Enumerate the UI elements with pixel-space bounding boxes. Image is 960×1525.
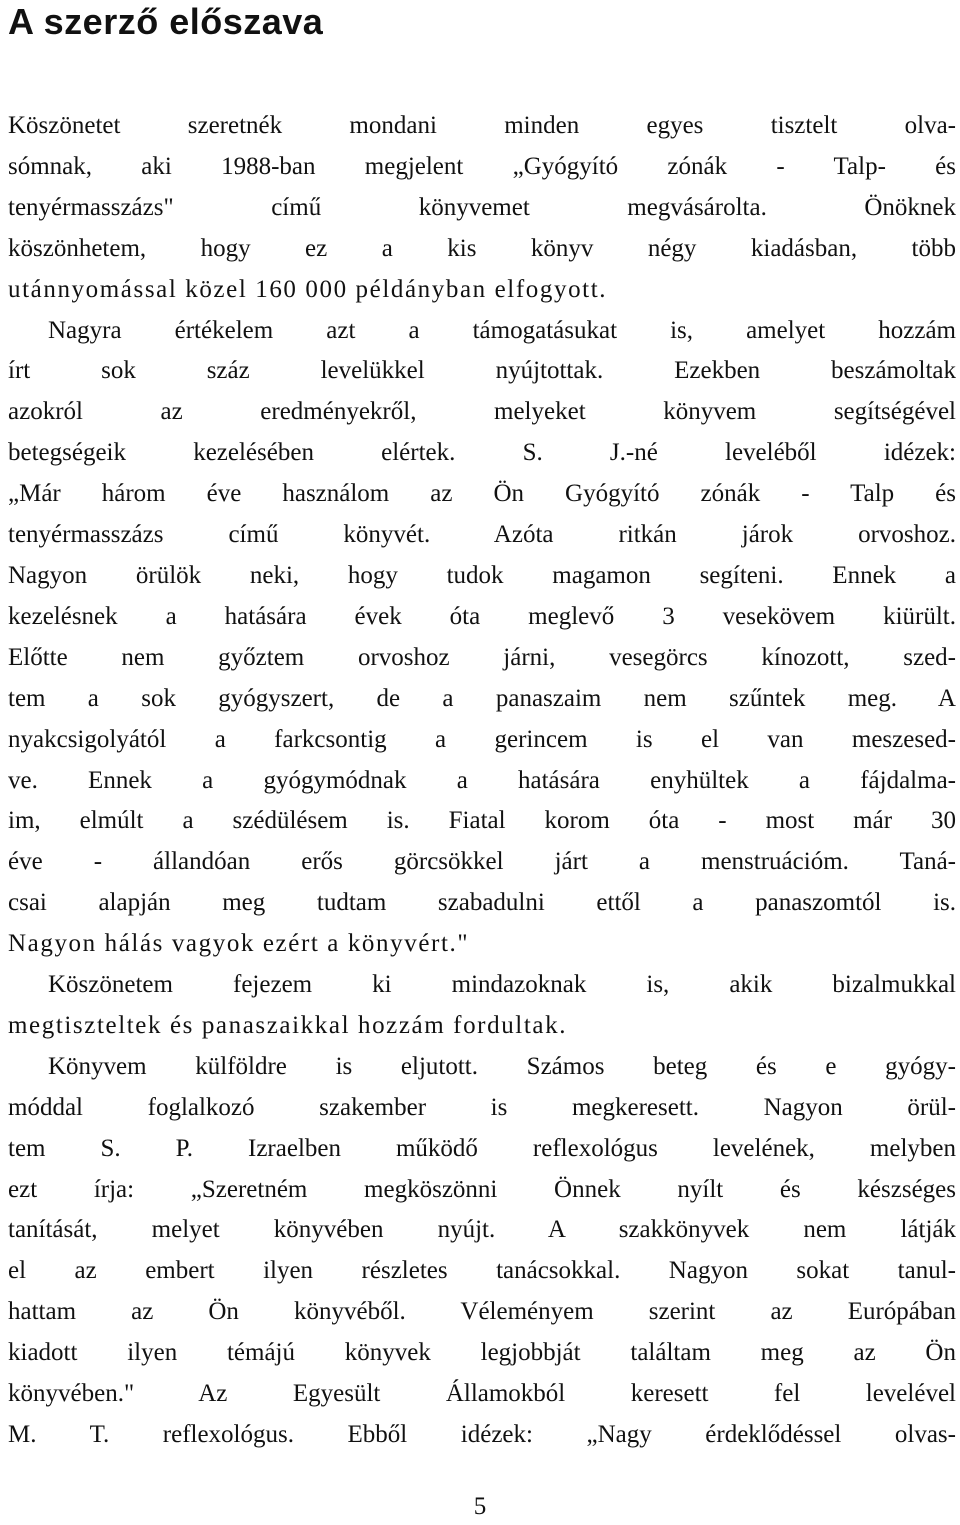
text-line: Nagyon örülök neki, hogy tudok magamon segíteni. Ennek a [8, 561, 956, 589]
text-line: tem S. P. Izraelben működő reflexológus levelének, melyben [8, 1134, 956, 1162]
text-line: ve. Ennek a gyógymódnak a hatására enyhültek a fájdalma- [8, 766, 956, 794]
text-line: el az embert ilyen részletes tanácsokkal. Nagyon sokat tanul- [8, 1257, 956, 1285]
text-line: Köszönetet szeretnék mondani minden egyes tisztelt olva- [8, 112, 956, 139]
text-line: köszönhetem, hogy ez a kis könyv négy kiadásban, több [8, 234, 956, 262]
text-line: Nagyon hálás vagyok ezért a könyvért." [8, 930, 470, 958]
text-line: im, elmúlt a szédülésem is. Fiatal korom óta - most már 30 [8, 807, 956, 835]
text-line: Nagyra értékelem azt a támogatásukat is, amelyet hozzám [48, 316, 956, 344]
text-line: utánnyomással közel 160 000 példányban elfogyott. [8, 275, 608, 303]
text-line: éve - állandóan erős görcsökkel járt a menstruációm. Taná- [8, 848, 956, 876]
text-line: Könyvem külföldre is eljutott. Számos beteg és e gyógy- [48, 1052, 956, 1080]
text-line: betegségeik kezelésében elértek. S. J.-né leveléből idézek: [8, 439, 956, 467]
text-line: könyvében." Az Egyesült Államokból keresett fel levelével [8, 1380, 956, 1408]
text-line: kezelésnek a hatására évek óta meglevő 3 vesekövem kiürült. [8, 602, 956, 630]
text-line: azokról az eredményekről, melyeket könyvem segítségével [8, 398, 956, 426]
text-line: csai alapján meg tudtam szabadulni ettől a panaszomtól is. [8, 889, 956, 917]
text-line: móddal foglalkozó szakember is megkeresett. Nagyon örül- [8, 1093, 956, 1121]
text-line: „Már három éve használom az Ön Gyógyító zónák - Talp és [8, 480, 956, 508]
body-text [8, 106, 956, 1456]
page-title: A szerző előszava [8, 1, 324, 42]
text-line: Előtte nem győztem orvoshoz járni, vesegörcs kínozott, szed- [8, 643, 956, 671]
text-line: sómnak, aki 1988-ban megjelent „Gyógyító zónák - Talp- és [8, 152, 956, 180]
text-line: tenyérmasszázs" című könyvemet megvásárolta. Önöknek [8, 193, 956, 221]
text-line: hattam az Ön könyvéből. Véleményem szerint az Európában [8, 1298, 956, 1326]
text-line: tenyérmasszázs című könyvét. Azóta ritkán járok orvoshoz. [8, 521, 956, 549]
text-line: tanítását, melyet könyvében nyújt. A szakkönyvek nem látják [8, 1216, 956, 1244]
text-line: megtiszteltek és panaszaikkal hozzám fordultak. [8, 1011, 568, 1039]
text-line: M. T. reflexológus. Ebből idézek: „Nagy érdeklődéssel olvas- [8, 1421, 956, 1448]
text-line: nyakcsigolyától a farkcsontig a gerincem is el van meszesed- [8, 725, 956, 753]
text-line: ezt írja: „Szeretném megköszönni Önnek nyílt és készséges [8, 1175, 956, 1203]
text-line: írt sok száz levelükkel nyújtottak. Ezekben beszámoltak [8, 357, 956, 385]
page-number: 5 [473, 1493, 487, 1520]
text-line: tem a sok gyógyszert, de a panaszaim nem szűntek meg. A [8, 684, 956, 712]
text-line: kiadott ilyen témájú könyvek legjobbját találtam meg az Ön [8, 1339, 956, 1367]
text-line: Köszönetem fejezem ki mindazoknak is, akik bizalmukkal [48, 971, 956, 999]
